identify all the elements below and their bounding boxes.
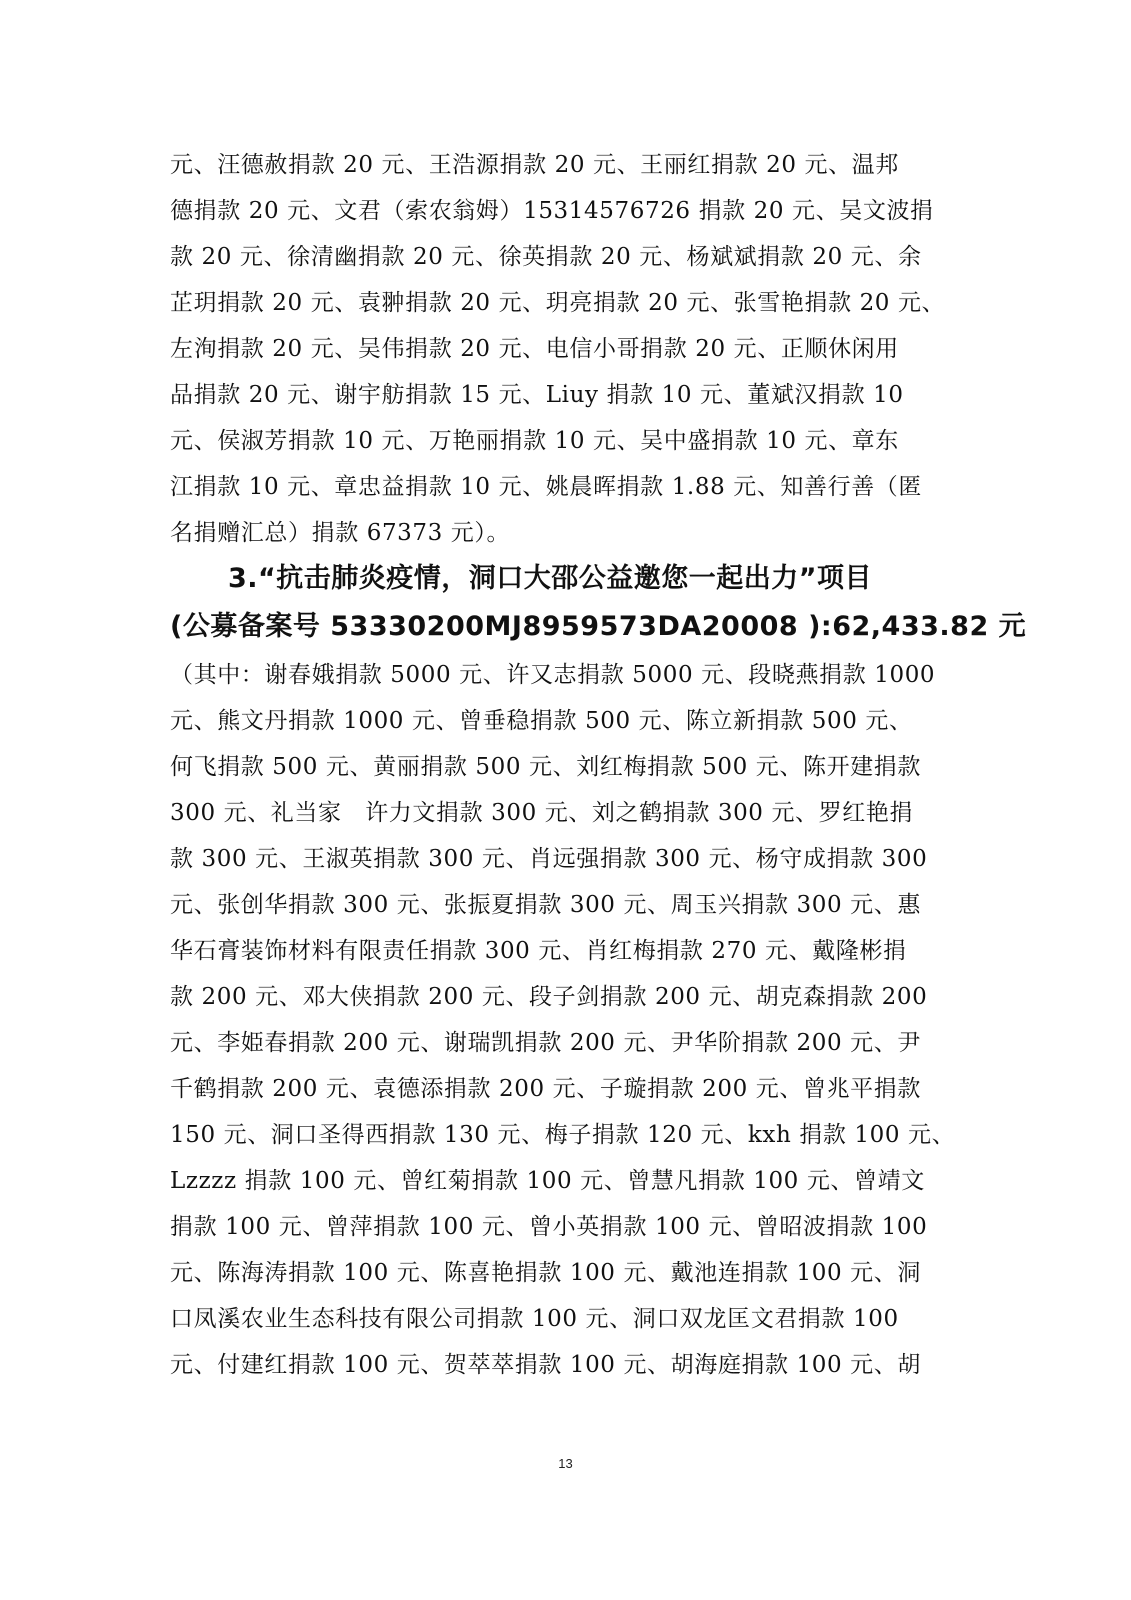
body-line: （其中：谢春娥捐款 5000 元、许又志捐款 5000 元、段晓燕捐款 1000 xyxy=(170,662,936,688)
body-line: 芷玥捐款 20 元、袁翀捐款 20 元、玥亮捐款 20 元、张雪艳捐款 20 元、 xyxy=(170,290,946,316)
body-line: 左洵捐款 20 元、吴伟捐款 20 元、电信小哥捐款 20 元、正顺休闲用 xyxy=(170,336,899,362)
body-line: 款 300 元、王淑英捐款 300 元、肖远强捐款 300 元、杨守成捐款 300 xyxy=(170,846,928,872)
body-line: 元、熊文丹捐款 1000 元、曾垂稳捐款 500 元、陈立新捐款 500 元、 xyxy=(170,708,913,734)
body-line: 捐款 100 元、曾萍捐款 100 元、曾小英捐款 100 元、曾昭波捐款 100 xyxy=(170,1214,928,1240)
body-line: 元、李姫春捐款 200 元、谢瑞凯捐款 200 元、尹华阶捐款 200 元、尹 xyxy=(170,1030,921,1056)
body-line: 元、付建红捐款 100 元、贺萃萃捐款 100 元、胡海庭捐款 100 元、胡 xyxy=(170,1352,921,1378)
body-line: 元、张创华捐款 300 元、张振夏捐款 300 元、周玉兴捐款 300 元、惠 xyxy=(170,892,921,918)
body-line: 元、汪德赦捐款 20 元、王浩源捐款 20 元、王丽红捐款 20 元、温邦 xyxy=(170,152,899,178)
body-line: 何飞捐款 500 元、黄丽捐款 500 元、刘红梅捐款 500 元、陈开建捐款 xyxy=(170,754,921,780)
body-line: 300 元、礼当家 许力文捐款 300 元、刘之鹤捐款 300 元、罗红艳捐 xyxy=(170,800,914,826)
section-heading: 3.“抗击肺炎疫情，洞口大邵公益邀您一起出力”项目 xyxy=(228,563,873,594)
page-number: 13 xyxy=(558,1456,573,1471)
body-line: 元、陈海涛捐款 100 元、陈喜艳捐款 100 元、戴池连捐款 100 元、洞 xyxy=(170,1260,921,1286)
body-line: 元、侯淑芳捐款 10 元、万艳丽捐款 10 元、吴中盛捐款 10 元、章东 xyxy=(170,428,899,454)
body-line: 口凤溪农业生态科技有限公司捐款 100 元、洞口双龙匡文君捐款 100 xyxy=(170,1306,899,1332)
body-line: 款 20 元、徐清幽捐款 20 元、徐英捐款 20 元、杨斌斌捐款 20 元、余 xyxy=(170,244,922,270)
body-line: 千鹤捐款 200 元、袁德添捐款 200 元、子璇捐款 200 元、曾兆平捐款 xyxy=(170,1076,921,1102)
body-line: 华石膏装饰材料有限责任捐款 300 元、肖红梅捐款 270 元、戴隆彬捐 xyxy=(170,938,907,964)
body-line: 品捐款 20 元、谢宇舫捐款 15 元、Liuy 捐款 10 元、董斌汉捐款 10 xyxy=(170,382,904,408)
body-line: 德捐款 20 元、文君（索农翁姆）15314576726 捐款 20 元、吴文波捐 xyxy=(170,198,934,224)
body-line: 150 元、洞口圣得西捐款 130 元、梅子捐款 120 元、kxh 捐款 100 元、 xyxy=(170,1122,956,1148)
body-line: 款 200 元、邓大侠捐款 200 元、段子剑捐款 200 元、胡克森捐款 200 xyxy=(170,984,928,1010)
body-line: 江捐款 10 元、章忠益捐款 10 元、姚晨晖捐款 1.88 元、知善行善（匿 xyxy=(170,474,923,500)
body-line: Lzzzz 捐款 100 元、曾红菊捐款 100 元、曾慧凡捐款 100 元、曾靖文 xyxy=(170,1168,925,1194)
body-line: 名捐赠汇总）捐款 67373 元）。 xyxy=(170,520,511,546)
section-heading-record: (公募备案号 53330200MJ8959573DA20008 ):62,433.82 元 xyxy=(170,611,1027,642)
